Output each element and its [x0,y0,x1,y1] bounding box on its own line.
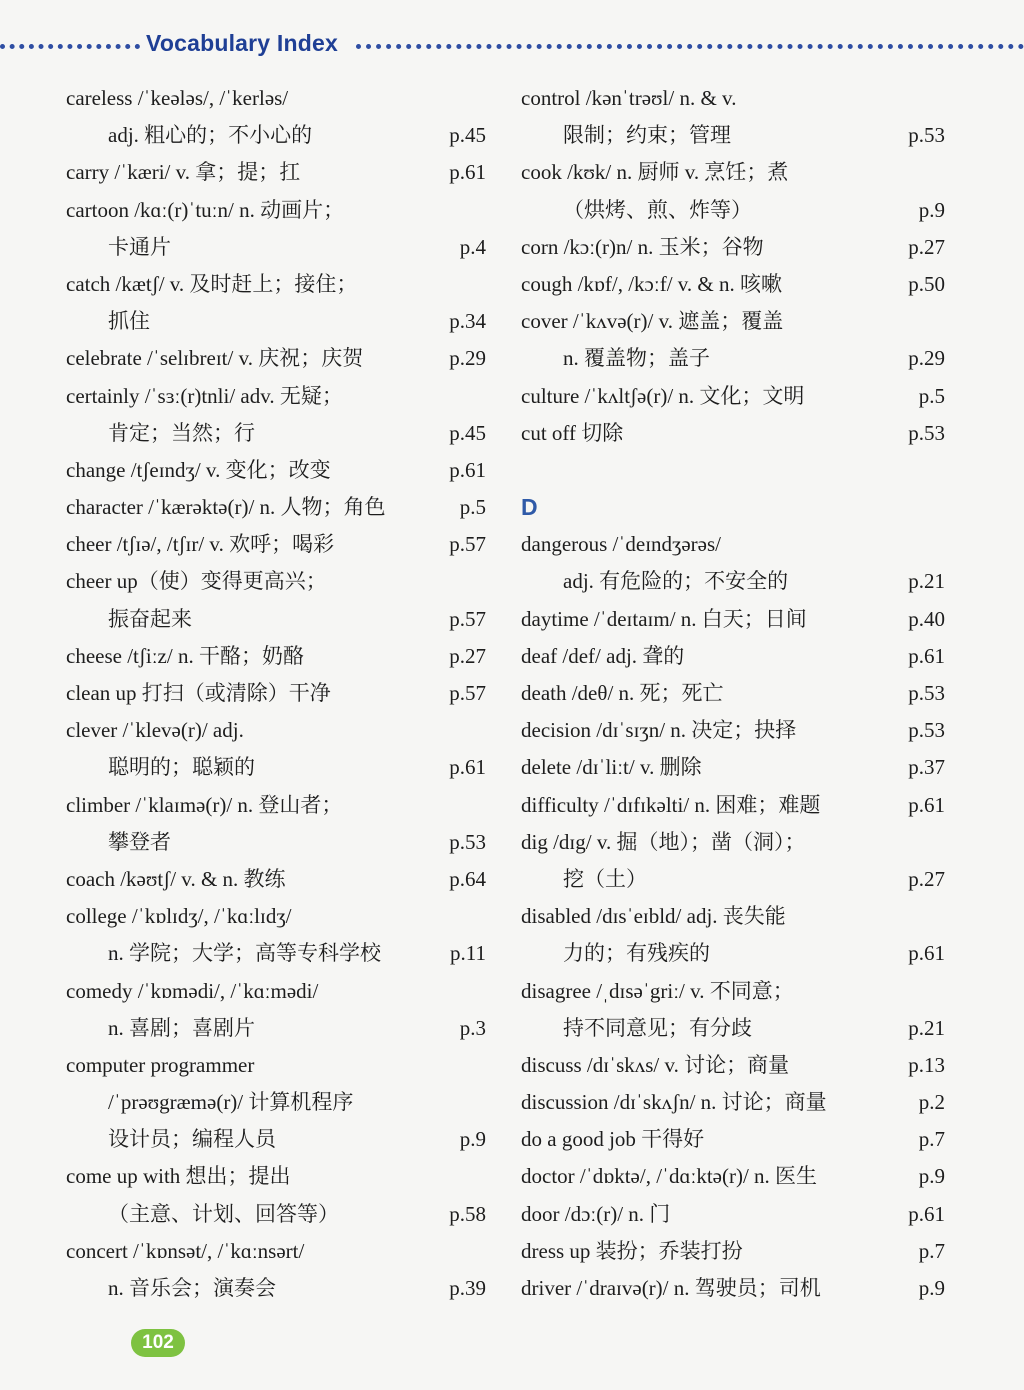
entry-text: n. 学院；大学；高等专科学校 [108,941,381,966]
entry-text: certainly /ˈsɜː(r)tnli/ adv. 无疑； [66,383,343,408]
entry-text: daytime /ˈdeɪtaɪm/ n. 白天；日间 [521,606,807,631]
index-entry-line [66,340,496,377]
index-entry-line [521,638,951,675]
index-entry-line [521,1084,951,1121]
entry-text: discussion /dɪˈskʌʃn/ n. 讨论；商量 [521,1090,827,1115]
index-entry-line [521,1158,951,1195]
index-entry-line [66,266,496,303]
entry-page-ref: p.9 [459,1127,486,1152]
entry-page-ref: p.61 [449,160,486,185]
entry-page-ref: p.61 [908,1201,945,1226]
entry-text: change /tʃeɪndʒ/ v. 变化；改变 [66,457,331,482]
index-entry-line [66,601,496,638]
entry-text: celebrate /ˈselɪbreɪt/ v. 庆祝；庆贺 [66,346,364,371]
entry-page-ref: p.7 [918,1127,945,1152]
index-entry-line [66,1270,496,1307]
index-entry-line [66,192,496,229]
entry-page-ref: p.9 [918,197,945,222]
entry-text: （烘烤、煎、炸等） [563,197,752,222]
index-entry-line [521,824,951,861]
index-entry-line [66,80,496,117]
entry-page-ref: p.21 [908,1015,945,1040]
index-entry-line [66,824,496,861]
entry-text: n. 覆盖物；盖子 [563,346,710,371]
page-number-badge: 102 [131,1329,185,1357]
entry-page-ref: p.61 [908,941,945,966]
index-entry-line [521,749,951,786]
entry-page-ref: p.53 [908,123,945,148]
section-spacer [521,452,951,489]
index-entry-line [66,1233,496,1270]
index-entry-line [66,935,496,972]
entry-text: 振奋起来 [108,606,192,631]
index-entry-line [66,898,496,935]
index-entry-line [521,935,951,972]
entry-page-ref: p.37 [908,755,945,780]
entry-text: coach /kəʊtʃ/ v. & n. 教练 [66,866,286,891]
entry-text: clean up 打扫（或清除）干净 [66,681,331,705]
entry-page-ref: p.29 [908,346,945,371]
index-entry-line [521,526,951,563]
entry-text: doctor /ˈdɒktə/, /ˈdɑːktə(r)/ n. 医生 [521,1164,818,1189]
entry-page-ref: p.61 [449,457,486,482]
entry-page-ref: p.34 [449,309,486,334]
index-entry-line [66,1158,496,1195]
entry-text: deaf /def/ adj. 聋的 [521,643,685,668]
index-entry-line [521,861,951,898]
index-entry-line [521,378,951,415]
index-entry-line [66,117,496,154]
entry-page-ref: p.21 [908,569,945,594]
entry-page-ref: p.9 [918,1164,945,1189]
index-entry-line [521,192,951,229]
entry-page-ref: p.29 [449,346,486,371]
entry-page-ref: p.57 [449,681,486,705]
entry-text: dress up 装扮；乔装打扮 [521,1238,743,1263]
entry-text: college /ˈkɒlɪdʒ/, /ˈkɑːlɪdʒ/ [66,904,292,929]
index-entry-line [521,1196,951,1233]
entry-text: 持不同意见；有分歧 [563,1015,752,1040]
entry-text: 聪明的；聪颖的 [108,755,255,780]
entry-page-ref: p.39 [449,1276,486,1300]
header-dotted-rule-right [356,44,1024,49]
index-entry-line [66,861,496,898]
index-entry-line [66,154,496,191]
entry-text: disabled /dɪsˈeɪbld/ adj. 丧失能 [521,904,786,929]
index-entry-line [66,675,496,712]
entry-text: cheer /tʃɪə/, /tʃɪr/ v. 欢呼；喝彩 [66,532,335,557]
entry-text: 抓住 [108,309,150,334]
entry-text: n. 喜剧；喜剧片 [108,1015,255,1040]
index-entry-line [66,1010,496,1047]
entry-text: n. 音乐会；演奏会 [108,1276,276,1300]
entry-text: concert /ˈkɒnsət/, /ˈkɑːnsərt/ [66,1238,305,1263]
entry-page-ref: p.3 [459,1015,486,1040]
index-entry-line [521,973,951,1010]
index-entry-line [521,1010,951,1047]
index-entry-line [66,563,496,600]
index-entry-line [521,303,951,340]
entry-page-ref: p.5 [459,495,486,520]
entry-text: 力的；有残疾的 [563,941,710,966]
index-entry-line [521,1270,951,1307]
index-column-right [521,80,951,1307]
entry-text: character /ˈkærəktə(r)/ n. 人物；角色 [66,495,386,520]
index-entry-line [66,749,496,786]
entry-page-ref: p.11 [450,941,486,966]
index-entry-line [521,601,951,638]
entry-page-ref: p.61 [449,755,486,780]
index-entry-line [521,712,951,749]
entry-text: 限制；约束；管理 [563,123,731,148]
section-letter [521,489,951,526]
entry-text: do a good job 干得好 [521,1127,705,1152]
index-entry-line [66,452,496,489]
index-entry-line [66,378,496,415]
entry-text: discuss /dɪˈskʌs/ v. 讨论；商量 [521,1052,790,1077]
entry-text: careless /ˈkeələs/, /ˈkerləs/ [66,86,289,110]
entry-page-ref: p.4 [459,234,486,259]
index-entry-line [521,898,951,935]
entry-page-ref: p.53 [908,420,945,445]
entry-text: computer programmer [66,1052,255,1077]
entry-text: delete /dɪˈliːt/ v. 删除 [521,755,702,780]
index-entry-line [66,1121,496,1158]
entry-page-ref: p.45 [449,420,486,445]
entry-text: cover /ˈkʌvə(r)/ v. 遮盖；覆盖 [521,309,784,334]
entry-text: 挖（土） [563,866,647,891]
index-entry-line [66,489,496,526]
entry-text: door /dɔː(r)/ n. 门 [521,1201,671,1226]
entry-text: 攀登者 [108,829,171,854]
entry-text: comedy /ˈkɒmədi/, /ˈkɑːmədi/ [66,978,319,1003]
entry-text: adj. 有危险的；不安全的 [563,569,789,594]
entry-text: 设计员；编程人员 [108,1127,276,1152]
entry-text: cheese /tʃiːz/ n. 干酪；奶酪 [66,643,304,668]
index-entry-line [521,1047,951,1084]
entry-page-ref: p.53 [449,829,486,854]
entry-text: adj. 粗心的；不小心的 [108,123,313,148]
entry-page-ref: p.57 [449,532,486,557]
entry-text: cartoon /kɑː(r)ˈtuːn/ n. 动画片； [66,197,345,222]
entry-page-ref: p.61 [908,792,945,817]
index-entry-line [66,415,496,452]
entry-page-ref: p.27 [449,643,486,668]
index-entry-line [66,1084,496,1121]
index-entry-line [521,415,951,452]
index-entry-line [66,1047,496,1084]
entry-text: 肯定；当然；行 [108,420,255,445]
entry-page-ref: p.2 [918,1090,945,1115]
entry-page-ref: p.40 [908,606,945,631]
entry-text: D [521,494,538,521]
entry-page-ref: p.53 [908,718,945,743]
entry-page-ref: p.5 [918,383,945,408]
entry-text: cook /kʊk/ n. 厨师 v. 烹饪；煮 [521,160,789,185]
entry-text: climber /ˈklaɪmə(r)/ n. 登山者； [66,792,343,817]
entry-text: cut off 切除 [521,420,624,445]
entry-text: come up with 想出；提出 [66,1164,291,1189]
index-entry-line [66,1196,496,1233]
entry-page-ref: p.57 [449,606,486,631]
index-entry-line [521,266,951,303]
entry-page-ref: p.50 [908,271,945,296]
entry-text: decision /dɪˈsɪʒn/ n. 决定；抉择 [521,718,797,743]
entry-text: cheer up（使）变得更高兴； [66,569,327,594]
entry-text: cough /kɒf/, /kɔːf/ v. & n. 咳嗽 [521,271,783,296]
entry-text: difficulty /ˈdɪfɪkəlti/ n. 困难；难题 [521,792,821,817]
entry-text: catch /kætʃ/ v. 及时赶上；接住； [66,271,358,296]
entry-page-ref: p.9 [918,1276,945,1300]
index-entry-line [521,340,951,377]
index-column-left [66,80,496,1307]
entry-text: dangerous /ˈdeɪndʒərəs/ [521,532,722,557]
entry-text: 卡通片 [108,234,171,259]
header-title: Vocabulary Index [146,30,338,56]
index-entry-line [66,526,496,563]
entry-text: disagree /ˌdɪsəˈgriː/ v. 不同意； [521,978,794,1003]
entry-text: culture /ˈkʌltʃə(r)/ n. 文化；文明 [521,383,805,408]
index-entry-line [521,1233,951,1270]
entry-page-ref: p.53 [908,681,945,705]
entry-text: death /deθ/ n. 死；死亡 [521,681,724,705]
entry-text: /ˈprəʊgræmə(r)/ 计算机程序 [108,1090,354,1115]
index-entry-line [521,154,951,191]
entry-text: （主意、计划、回答等） [108,1201,339,1226]
entry-text: carry /ˈkæri/ v. 拿；提；扛 [66,160,301,185]
index-entry-line [66,787,496,824]
page-header [0,30,1024,70]
index-entry-line [521,675,951,712]
index-entry-line [521,787,951,824]
entry-page-ref: p.27 [908,866,945,891]
index-entry-line [521,117,951,154]
index-entry-line [521,229,951,266]
index-entry-line [521,563,951,600]
index-entry-line [66,229,496,266]
index-entry-line [66,712,496,749]
entry-text: control /kənˈtrəʊl/ n. & v. [521,86,737,110]
index-entry-line [521,1121,951,1158]
index-entry-line [66,638,496,675]
entry-page-ref: p.27 [908,234,945,259]
entry-text: driver /ˈdraɪvə(r)/ n. 驾驶员；司机 [521,1276,821,1300]
index-entry-line [521,80,951,117]
entry-page-ref: p.45 [449,123,486,148]
entry-page-ref: p.61 [908,643,945,668]
entry-text: corn /kɔː(r)n/ n. 玉米；谷物 [521,234,764,259]
index-entry-line [66,973,496,1010]
header-dotted-rule-left [0,44,140,49]
entry-page-ref: p.7 [918,1238,945,1263]
entry-page-ref: p.58 [449,1201,486,1226]
entry-text: clever /ˈklevə(r)/ adj. [66,718,244,743]
entry-text: dig /dɪg/ v. 掘（地）；凿（洞）； [521,829,806,854]
index-entry-line [66,303,496,340]
entry-page-ref: p.64 [449,866,486,891]
entry-page-ref: p.13 [908,1052,945,1077]
